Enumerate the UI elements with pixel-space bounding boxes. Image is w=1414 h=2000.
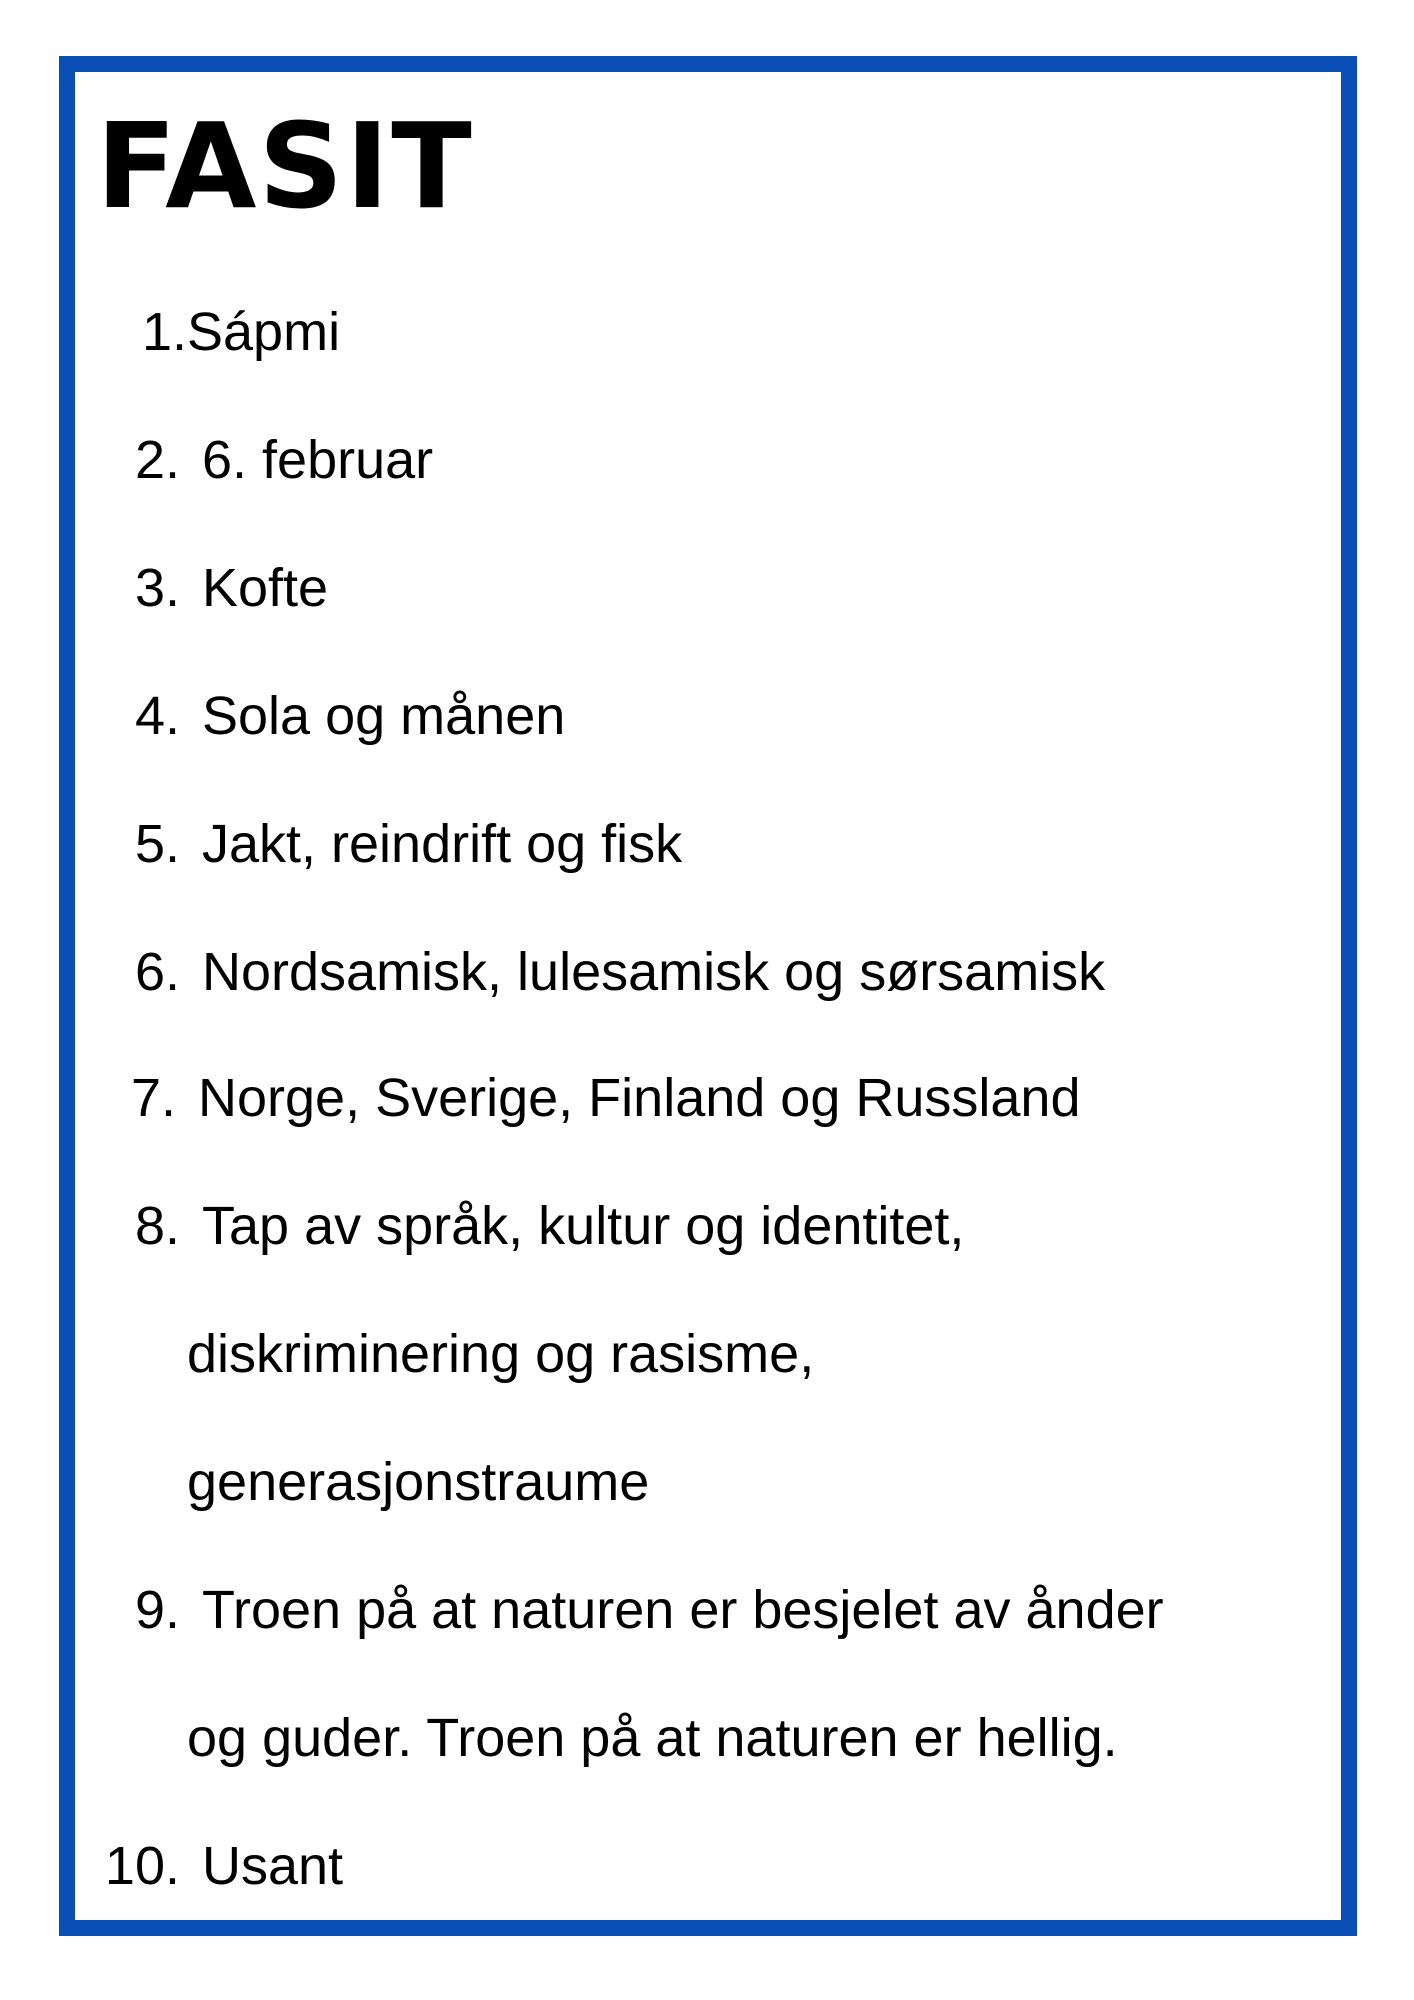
item-text-line: generasjonstraume [187, 1452, 650, 1512]
item-number: 1. [141, 302, 187, 362]
item-text: Kofte [202, 558, 329, 618]
item-number: 3. [134, 558, 180, 618]
item-number: 6. [134, 942, 180, 1002]
item-number: 7. [130, 1068, 176, 1128]
item-number: 5. [134, 814, 180, 874]
item-text-line: Tap av språk, kultur og identitet, [202, 1196, 965, 1256]
item-number: 10. [104, 1836, 180, 1896]
item-number: 8. [134, 1196, 180, 1256]
item-number: 2. [134, 430, 180, 490]
item-text-line: diskriminering og rasisme, [187, 1324, 815, 1384]
item-number: 9. [134, 1580, 180, 1640]
page-title: FASIT [96, 97, 474, 235]
item-text: Jakt, reindrift og fisk [202, 814, 683, 874]
item-text-line: Troen på at naturen er besjelet av ånder [202, 1580, 1164, 1640]
item-text-line: og guder. Troen på at naturen er hellig. [187, 1708, 1118, 1768]
item-text: 6. februar [202, 430, 434, 490]
item-number: 4. [134, 686, 180, 746]
item-text: Nordsamisk, lulesamisk og sørsamisk [202, 942, 1106, 1002]
item-text: Sola og månen [202, 686, 566, 746]
item-text: Usant [202, 1836, 344, 1896]
item-text: Norge, Sverige, Finland og Russland [198, 1068, 1081, 1128]
item-text: Sápmi [187, 302, 341, 362]
